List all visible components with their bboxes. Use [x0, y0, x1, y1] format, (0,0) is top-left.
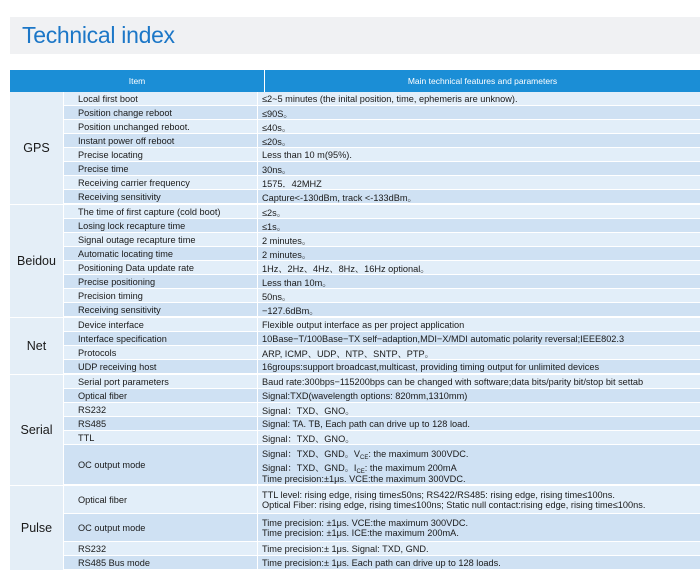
group-label-net: Net — [10, 318, 64, 374]
row-item: RS485 Bus mode — [64, 556, 258, 569]
row-value: Signal：TXD、GNO。 — [258, 403, 700, 416]
row-value — [258, 445, 700, 484]
row-item: Instant power off reboot — [64, 134, 258, 147]
value-line: TTL level: rising edge, rising time≤50ns; RS422/RS485: rising edge, rising time≤100ns. — [262, 489, 615, 500]
row-item: UDP receiving host — [64, 360, 258, 373]
table-row — [64, 92, 700, 106]
table-header — [10, 70, 700, 92]
table-row — [64, 205, 700, 219]
value-line: Signal：TXD、GND。$V_{CE}$: the maximum 300VDC. — [262, 448, 469, 461]
row-item: OC output mode — [64, 514, 258, 541]
table-row — [64, 403, 700, 417]
group-label-gps: GPS — [10, 92, 64, 204]
section-net — [10, 318, 700, 375]
section-gps — [10, 92, 700, 205]
row-value: 30ns。 — [258, 162, 700, 175]
group-label-serial: Serial — [10, 375, 64, 485]
row-item: Precise time — [64, 162, 258, 175]
row-value: Signal：TXD、GNO。 — [258, 431, 700, 444]
row-item: Position change reboot — [64, 106, 258, 119]
header-item: Item — [10, 70, 265, 92]
row-item: Interface specification — [64, 332, 258, 345]
row-value: 16groups:support broadcast,multicast, providing timing output for unlimited devices — [258, 360, 700, 373]
row-item: Local first boot — [64, 92, 258, 105]
row-value: ≤2~5 minutes (the inital position, time, ephemeris are unknow). — [258, 92, 700, 105]
table-row — [64, 360, 700, 374]
row-value: 50ns。 — [258, 289, 700, 302]
table-row — [64, 486, 700, 514]
row-item: Receiving sensitivity — [64, 190, 258, 203]
group-label-beidou: Beidou — [10, 205, 64, 317]
row-item: Protocols — [64, 346, 258, 359]
header-features: Main technical features and parameters — [407, 76, 558, 86]
section-beidou — [10, 205, 700, 318]
row-value: 10Base−T/100Base−TX self−adaption,MDI−X/MDI automatic polarity reversal;IEEE802.3 — [258, 332, 700, 345]
value-line: Optical Fiber: rising edge, rising time≤100ns; Static null contact:rising edge, rising time≤100ns. — [262, 499, 646, 510]
section-serial — [10, 375, 700, 486]
table-row — [64, 375, 700, 389]
group-label-pulse: Pulse — [10, 486, 64, 570]
row-value — [258, 514, 700, 541]
value-line: Time precision: ±1μs. VCE:the maximum 300VDC. — [262, 517, 469, 528]
row-value: Less than 10m。 — [258, 275, 700, 288]
table-row — [64, 542, 700, 556]
row-item: The time of first capture (cold boot) — [64, 205, 258, 218]
row-value: 1Hz、2Hz、4Hz、8Hz、16Hz optional。 — [258, 261, 700, 274]
row-item: TTL — [64, 431, 258, 444]
row-item: Receiving carrier frequency — [64, 176, 258, 189]
row-value: 2 minutes。 — [258, 247, 700, 260]
value-line: Signal：TXD、GND。$I_{CE}$: the maximum 200mA — [262, 462, 457, 475]
table-row — [64, 445, 700, 485]
table-row — [64, 275, 700, 289]
row-item: Serial port parameters — [64, 375, 258, 388]
table-row — [64, 389, 700, 403]
table-row — [64, 148, 700, 162]
row-value: Time precision:± 1μs. Signal: TXD, GND. — [258, 542, 700, 555]
row-value: ≤1s。 — [258, 219, 700, 232]
row-item: RS232 — [64, 542, 258, 555]
row-value: Less than 10 m(95%). — [258, 148, 700, 161]
row-value: ≤20s。 — [258, 134, 700, 147]
row-item: RS485 — [64, 417, 258, 430]
row-value: ≤40s。 — [258, 120, 700, 133]
row-value: ≤2s。 — [258, 205, 700, 218]
table-row — [64, 417, 700, 431]
table-row — [64, 261, 700, 275]
table-row — [64, 162, 700, 176]
row-value — [258, 486, 700, 513]
table-row — [64, 106, 700, 120]
page-title: Technical index — [22, 22, 175, 48]
row-value: ≤90S。 — [258, 106, 700, 119]
row-item: Optical fiber — [64, 486, 258, 513]
table-row — [64, 134, 700, 148]
row-item: Signal outage recapture time — [64, 233, 258, 246]
section-pulse — [10, 486, 700, 571]
table-row — [64, 318, 700, 332]
row-value: 2 minutes。 — [258, 233, 700, 246]
table-row — [64, 514, 700, 542]
row-item: RS232 — [64, 403, 258, 416]
row-value: Signal:TXD(wavelength options: 820mm,1310mm) — [258, 389, 700, 402]
row-item: Losing lock recapture time — [64, 219, 258, 232]
table-row — [64, 176, 700, 190]
row-item: OC output mode — [64, 445, 258, 484]
row-value: 1575．42MHZ — [258, 176, 700, 189]
title-bar — [10, 17, 700, 54]
table-row — [64, 233, 700, 247]
row-value: Baud rate:300bps−115200bps can be changed with software;data bits/parity bit/stop bit settab — [258, 375, 700, 388]
row-value: Signal: TA. TB, Each path can drive up to 128 load. — [258, 417, 700, 430]
table-row — [64, 219, 700, 233]
row-item: Precise locating — [64, 148, 258, 161]
row-item: Position unchanged reboot. — [64, 120, 258, 133]
technical-index-table — [10, 70, 700, 571]
row-item: Automatic locating time — [64, 247, 258, 260]
row-item: Positioning Data update rate — [64, 261, 258, 274]
row-value: Capture<-130dBm, track <-133dBm。 — [258, 190, 700, 203]
table-row — [64, 303, 700, 317]
row-item: Precise positioning — [64, 275, 258, 288]
table-row — [64, 556, 700, 570]
value-line: Time precision: ±1μs. ICE:the maximum 200mA. — [262, 527, 459, 538]
row-item: Optical fiber — [64, 389, 258, 402]
row-item: Receiving sensitivity — [64, 303, 258, 316]
table-row — [64, 190, 700, 204]
table-row — [64, 289, 700, 303]
row-value: −127.6dBm。 — [258, 303, 700, 316]
table-row — [64, 120, 700, 134]
row-value: ARP, ICMP、UDP、NTP、SNTP、PTP。 — [258, 346, 700, 359]
table-row — [64, 332, 700, 346]
row-item: Device interface — [64, 318, 258, 331]
row-item: Precision timing — [64, 289, 258, 302]
table-row — [64, 431, 700, 445]
row-value: Flexible output interface as per project application — [258, 318, 700, 331]
table-row — [64, 247, 700, 261]
row-value: Time precision:± 1μs. Each path can drive up to 128 loads. — [258, 556, 700, 569]
value-line: Time precision:±1μs. VCE:the maximum 300VDC. — [262, 473, 466, 484]
table-row — [64, 346, 700, 360]
